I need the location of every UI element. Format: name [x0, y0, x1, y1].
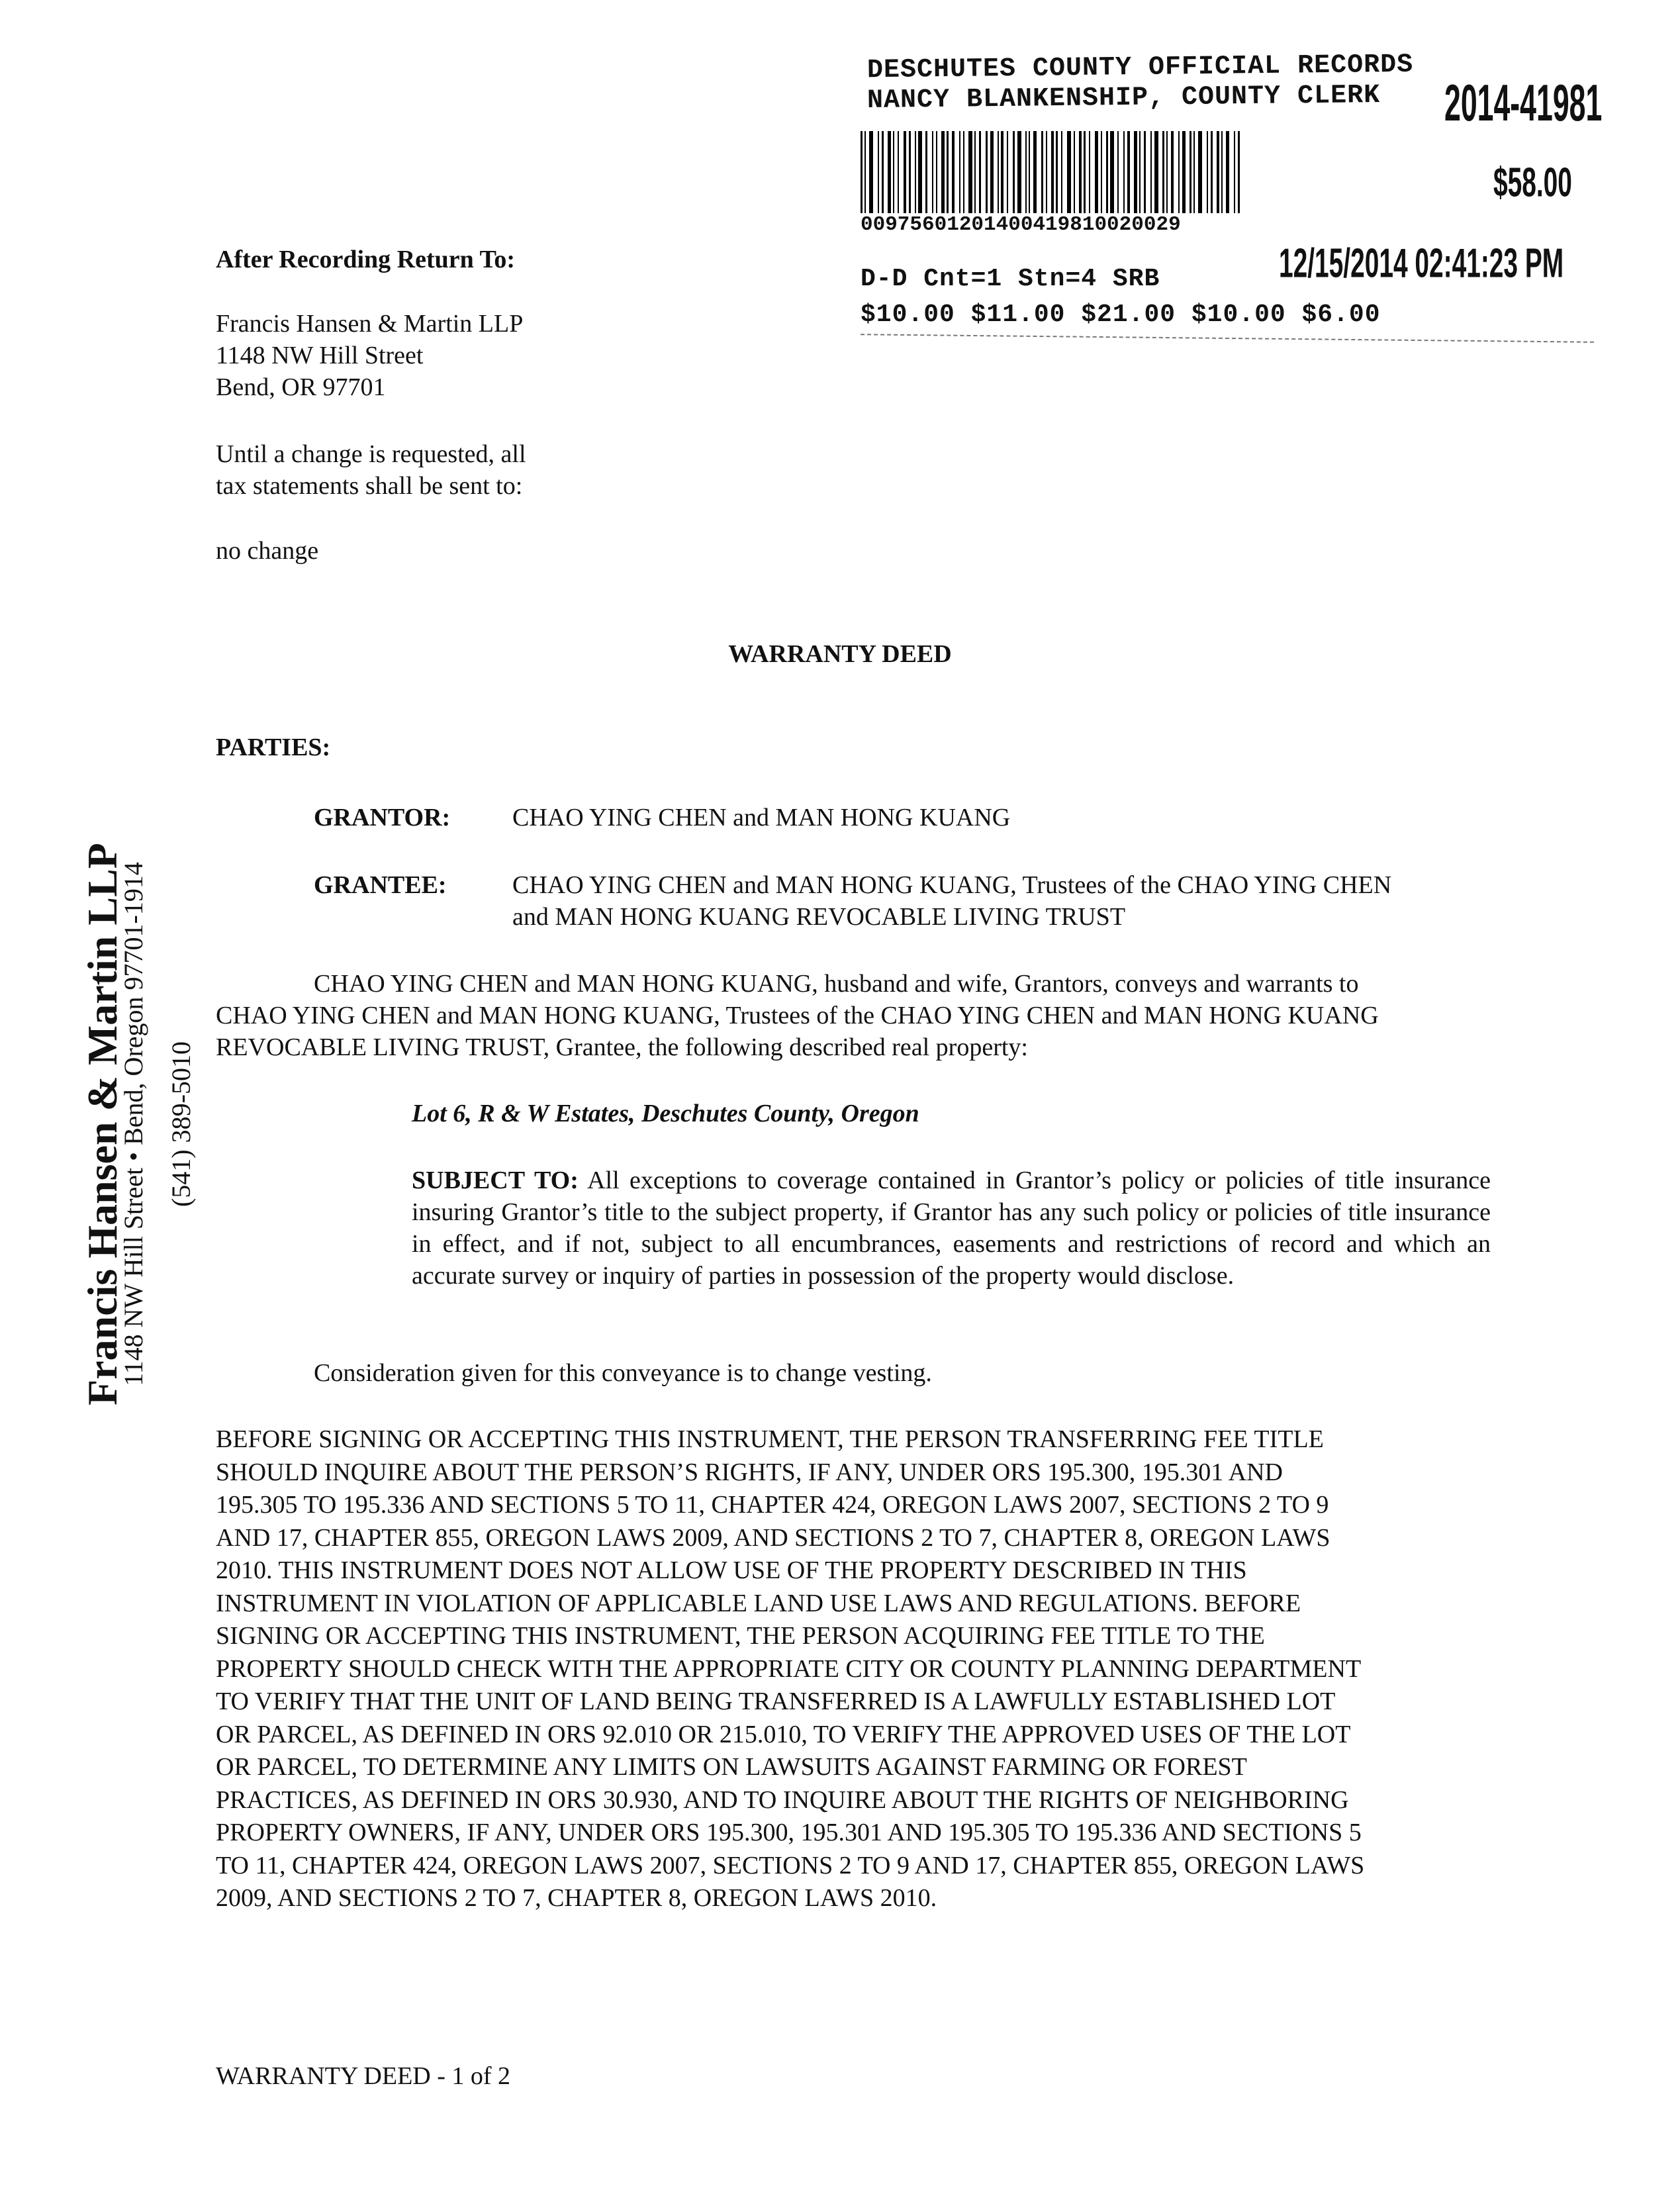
stamp-divider: [861, 334, 1594, 343]
stamp-county-clerk: NANCY BLANKENSHIP, COUNTY CLERK: [866, 80, 1381, 117]
grantee-value-line-1: CHAO YING CHEN and MAN HONG KUANG, Trustees of the CHAO YING CHEN: [512, 871, 1392, 899]
page-footer: WARRANTY DEED - 1 of 2: [216, 2062, 511, 2090]
grantee-label: GRANTEE:: [314, 871, 447, 899]
stamp-document-number: 2014-41981: [1444, 75, 1603, 132]
notice-line: 2010. THIS INSTRUMENT DOES NOT ALLOW USE OF THE PROPERTY DESCRIBED IN THIS: [216, 1556, 1247, 1584]
grantor-value: CHAO YING CHEN and MAN HONG KUANG: [512, 804, 1011, 832]
grantee-value-line-2: and MAN HONG KUANG REVOCABLE LIVING TRUST: [512, 903, 1126, 931]
barcode-number: 00975601201400419810020029: [861, 213, 1181, 236]
stamp-county-records: DESCHUTES COUNTY OFFICIAL RECORDS: [866, 50, 1414, 86]
return-to-line-1: Francis Hansen & Martin LLP: [216, 310, 524, 338]
notice-line: PRACTICES, AS DEFINED IN ORS 30.930, AND TO INQUIRE ABOUT THE RIGHTS OF NEIGHBORING: [216, 1785, 1349, 1814]
notice-line: OR PARCEL, TO DETERMINE ANY LIMITS ON LAWSUITS AGAINST FARMING OR FOREST: [216, 1753, 1247, 1781]
notice-line: TO VERIFY THAT THE UNIT OF LAND BEING TRANSFERRED IS A LAWFULLY ESTABLISHED LOT: [216, 1688, 1336, 1715]
return-to-line-3: Bend, OR 97701: [216, 373, 386, 401]
conveyance-line-2: CHAO YING CHEN and MAN HONG KUANG, Trustees of the CHAO YING CHEN and MAN HONG KUANG: [216, 1002, 1379, 1029]
notice-line: PROPERTY SHOULD CHECK WITH THE APPROPRIATE CITY OR COUNTY PLANNING DEPARTMENT: [216, 1654, 1362, 1683]
tax-statement-recipient: no change: [216, 537, 319, 565]
notice-line: 195.305 TO 195.336 AND SECTIONS 5 TO 11, CHAPTER 424, OREGON LAWS 2007, SECTIONS 2 TO 9: [216, 1491, 1329, 1519]
firm-name-imprint: Francis Hansen & Martin LLP: [79, 843, 126, 1405]
conveyance-line-3: REVOCABLE LIVING TRUST, Grantee, the following described real property:: [216, 1033, 1028, 1061]
stamp-total-fee: $58.00: [1493, 160, 1572, 206]
stamp-datetime: 12/15/2014 02:41:23 PM: [1279, 240, 1564, 287]
notice-line: BEFORE SIGNING OR ACCEPTING THIS INSTRUMENT, THE PERSON TRANSFERRING FEE TITLE: [216, 1425, 1324, 1453]
subject-to-text: All exceptions to coverage contained in Grantor’s policy or policies of title insurance insuring Grantor’s title to the subject property, if Grantor has any such policy or policies of title insurance in effect, and if not, subject to all encumbrances, easements and restrictions of record and which an accurate survey or inquiry of parties in possession of the property would disclose.: [412, 1166, 1491, 1290]
tax-statement-line-1: Until a change is requested, all: [216, 440, 526, 468]
firm-address-imprint: 1148 NW Hill Street • Bend, Oregon 97701-1914: [118, 862, 148, 1386]
return-to-line-2: 1148 NW Hill Street: [216, 342, 424, 369]
notice-line: SIGNING OR ACCEPTING THIS INSTRUMENT, THE PERSON ACQUIRING FEE TITLE TO THE: [216, 1622, 1265, 1650]
document-title: WARRANTY DEED: [728, 640, 952, 668]
notice-line: TO 11, CHAPTER 424, OREGON LAWS 2007, SECTIONS 2 TO 9 AND 17, CHAPTER 855, OREGON LAWS: [216, 1851, 1365, 1879]
notice-line: OR PARCEL, AS DEFINED IN ORS 92.010 OR 215.010, TO VERIFY THE APPROVED USES OF THE LOT: [216, 1720, 1351, 1748]
notice-line: 2009, AND SECTIONS 2 TO 7, CHAPTER 8, OREGON LAWS 2010.: [216, 1884, 937, 1912]
notice-line: INSTRUMENT IN VIOLATION OF APPLICABLE LAND USE LAWS AND REGULATIONS. BEFORE: [216, 1589, 1301, 1617]
notice-line: PROPERTY OWNERS, IF ANY, UNDER ORS 195.300, 195.301 AND 195.305 TO 195.336 AND SECTIONS 5: [216, 1819, 1362, 1846]
return-to-heading: After Recording Return To:: [216, 246, 516, 273]
notice-line: SHOULD INQUIRE ABOUT THE PERSON’S RIGHTS, IF ANY, UNDER ORS 195.300, 195.301 AND: [216, 1458, 1283, 1486]
grantor-label: GRANTOR:: [314, 804, 451, 832]
subject-to-label: SUBJECT TO:: [412, 1166, 579, 1194]
notice-line: AND 17, CHAPTER 855, OREGON LAWS 2009, AND SECTIONS 2 TO 7, CHAPTER 8, OREGON LAWS: [216, 1523, 1330, 1552]
stamp-codes: D-D Cnt=1 Stn=4 SRB: [861, 265, 1160, 293]
statutory-notice: [216, 1423, 1493, 1915]
tax-statement-line-2: tax statements shall be sent to:: [216, 472, 523, 500]
conveyance-line-1: CHAO YING CHEN and MAN HONG KUANG, husband and wife, Grantors, conveys and warrants to: [314, 970, 1359, 998]
firm-phone-imprint: (541) 389-5010: [166, 1041, 196, 1207]
barcode: [861, 131, 1383, 213]
property-description: Lot 6, R & W Estates, Deschutes County, Oregon: [412, 1100, 919, 1127]
parties-heading: PARTIES:: [216, 734, 331, 761]
subject-to-paragraph: [412, 1165, 1491, 1292]
stamp-fees: $10.00 $11.00 $21.00 $10.00 $6.00: [861, 301, 1381, 329]
consideration-statement: Consideration given for this conveyance is to change vesting.: [314, 1359, 932, 1387]
